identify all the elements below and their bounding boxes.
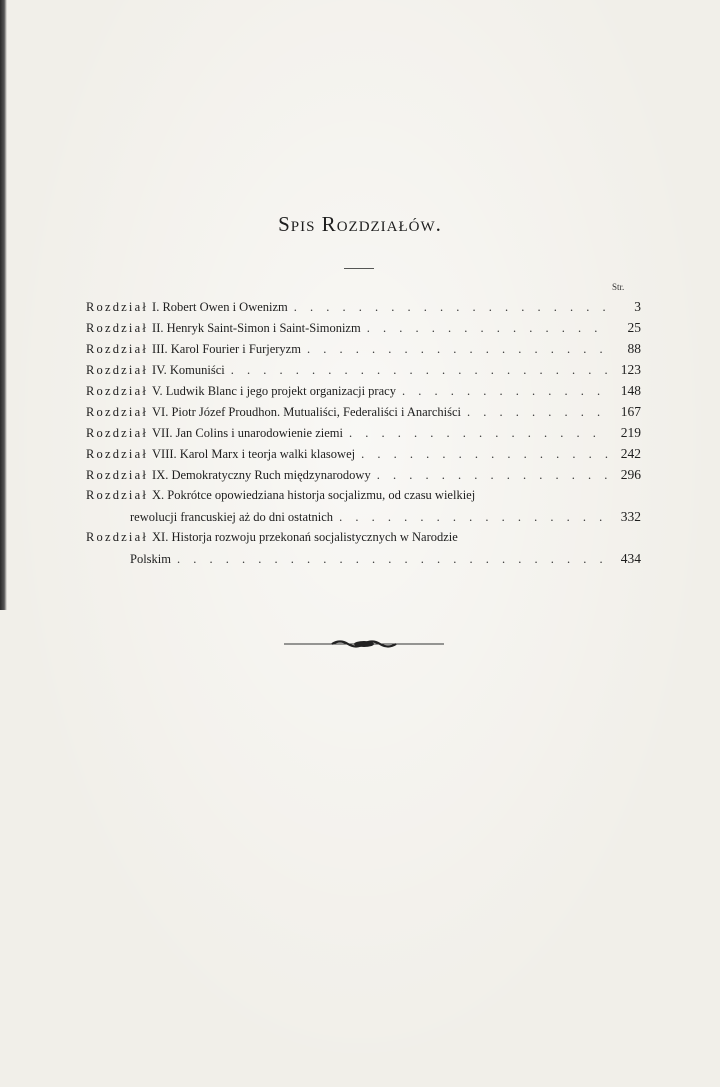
chapter-title: V. Ludwik Blanc i jego projekt organizacji pracy: [152, 384, 396, 398]
chapter-label: Rozdział: [86, 363, 149, 377]
chapter-label: Rozdział: [86, 488, 149, 502]
page-spine-shadow: [0, 0, 7, 610]
toc-entry-11-continuation[interactable]: [86, 548, 641, 569]
chapter-label: Rozdział: [86, 405, 149, 419]
page-number: 219: [620, 425, 641, 440]
page-number: 167: [620, 404, 641, 419]
chapter-label: Rozdział: [86, 468, 149, 482]
dot-leader: [349, 423, 609, 444]
chapter-title: X. Pokrótce opowiedziana historja socjalizmu, od czasu wielkiej: [152, 488, 476, 502]
toc-entry-7[interactable]: [86, 422, 641, 443]
chapter-label: Rozdział: [86, 447, 149, 461]
page-number: 434: [620, 551, 641, 566]
page-number: 123: [620, 362, 641, 377]
toc-entry-2[interactable]: [86, 317, 641, 338]
chapter-title: I. Robert Owen i Owenizm: [152, 300, 288, 314]
chapter-title: IX. Demokratyczny Ruch międzynarodowy: [152, 468, 371, 482]
chapter-label: Rozdział: [86, 384, 149, 398]
chapter-label: Rozdział: [86, 321, 149, 335]
toc-entry-10-continuation[interactable]: [86, 506, 641, 527]
dot-leader: [294, 297, 609, 318]
dot-leader: [467, 402, 609, 423]
toc-entry-3[interactable]: [86, 338, 641, 359]
chapter-title: II. Henryk Saint-Simon i Saint-Simonizm: [152, 321, 361, 335]
chapter-label: Rozdział: [86, 530, 149, 544]
title-divider: [344, 268, 374, 269]
chapter-title: VIII. Karol Marx i teorja walki klasowej: [152, 447, 356, 461]
toc-entry-8[interactable]: [86, 443, 641, 464]
chapter-label: Rozdział: [86, 300, 149, 314]
page-number: 242: [620, 446, 641, 461]
chapter-title: VII. Jan Colins i unarodowienie ziemi: [152, 426, 343, 440]
page-column-label: Str.: [612, 282, 625, 292]
page-title: Spis Rozdziałów.: [278, 212, 442, 236]
page-number: 296: [620, 467, 641, 482]
chapter-title-continuation: rewolucji francuskiej aż do dni ostatnich: [130, 510, 334, 524]
dot-leader: [307, 339, 609, 360]
dot-leader: [402, 381, 609, 402]
toc-entry-10[interactable]: [86, 485, 641, 506]
chapter-title: VI. Piotr Józef Proudhon. Mutualiści, Federaliści i Anarchiści: [152, 405, 462, 419]
page-number: 3: [634, 299, 641, 314]
page-number: 332: [620, 509, 641, 524]
toc-entry-9[interactable]: [86, 464, 641, 485]
toc-entry-1[interactable]: [86, 296, 641, 317]
dot-leader: [177, 549, 609, 570]
dot-leader: [367, 318, 609, 339]
page-number: 25: [627, 320, 641, 335]
chapter-title-continuation: Polskim: [130, 552, 171, 566]
chapter-title: XI. Historja rozwoju przekonań socjalistycznych w Narodzie: [152, 530, 458, 544]
page-number: 148: [620, 383, 641, 398]
dot-leader: [361, 444, 609, 465]
page-number: 88: [627, 341, 641, 356]
toc-entry-6[interactable]: [86, 401, 641, 422]
dot-leader: [377, 465, 609, 486]
end-ornament: [284, 637, 444, 651]
dot-leader: [231, 360, 609, 381]
chapter-title: III. Karol Fourier i Furjeryzm: [152, 342, 301, 356]
toc-entry-5[interactable]: [86, 380, 641, 401]
table-of-contents: [86, 296, 641, 569]
dot-leader: [339, 507, 609, 528]
chapter-label: Rozdział: [86, 342, 149, 356]
toc-entry-11[interactable]: [86, 527, 641, 548]
chapter-label: Rozdział: [86, 426, 149, 440]
toc-entry-4[interactable]: [86, 359, 641, 380]
chapter-title: IV. Komuniści: [152, 363, 225, 377]
